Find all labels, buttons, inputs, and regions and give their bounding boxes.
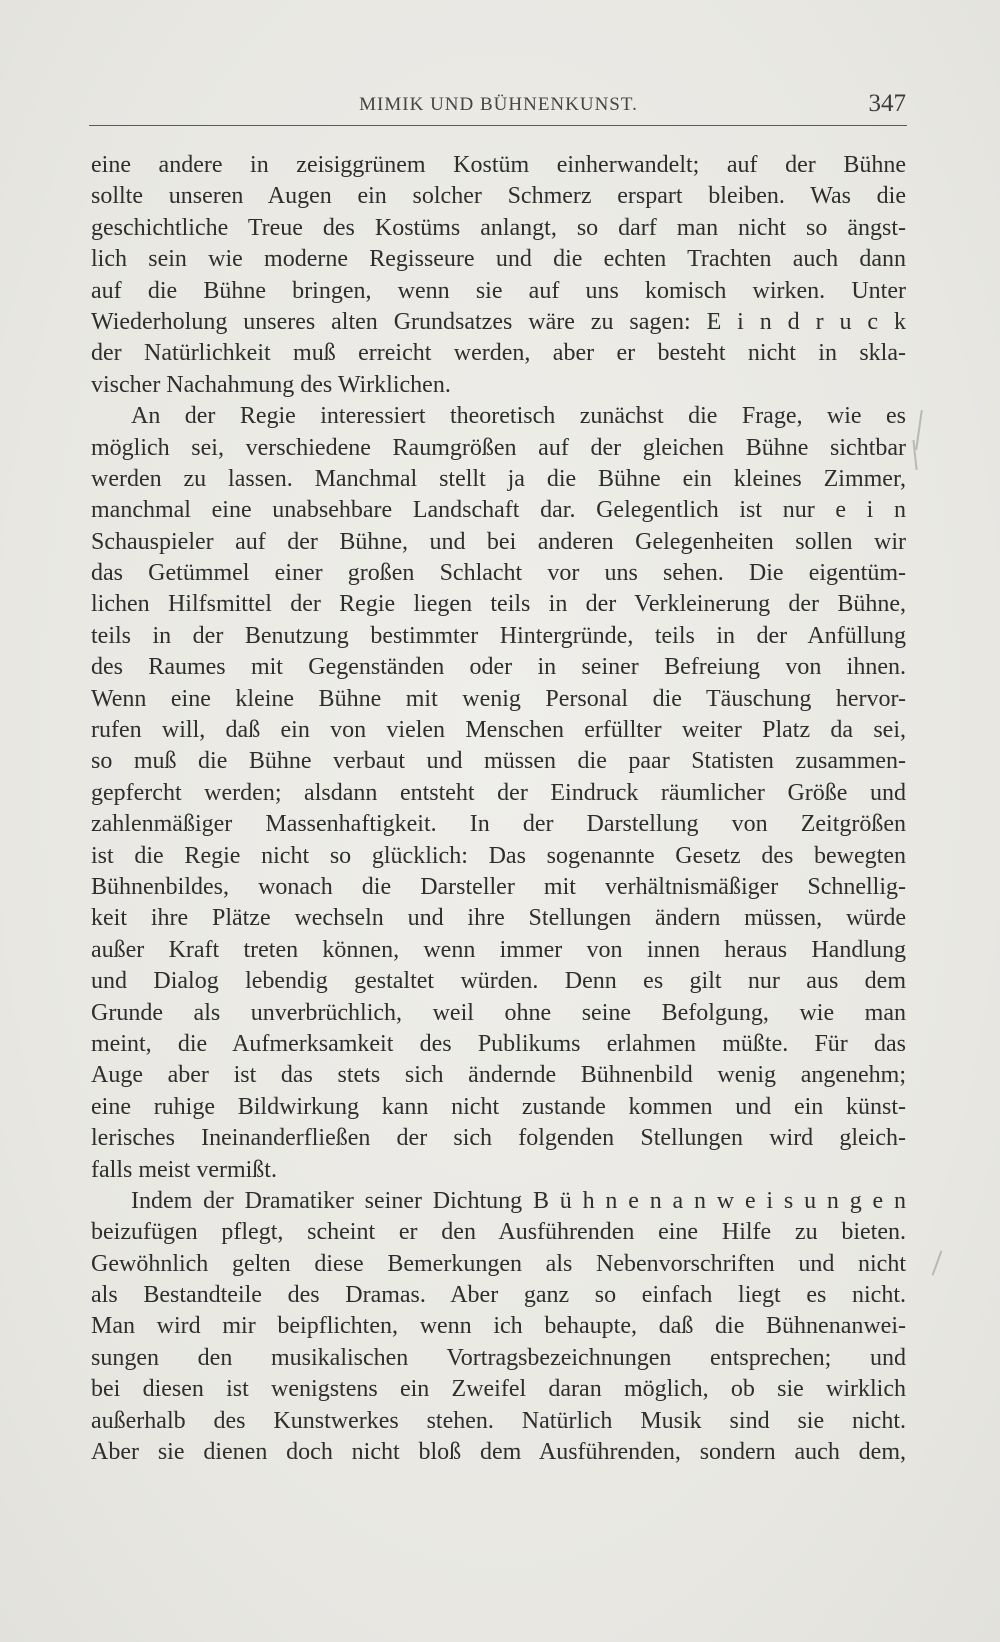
margin-pencil-mark: [932, 1250, 943, 1275]
text-line: Schauspieler auf der Bühne, und bei anderen Gelegenheiten sollen wir: [91, 528, 906, 555]
text-line: lich sein wie moderne Regisseure und die echten Trachten auch dann: [91, 246, 906, 273]
running-head: MIMIK UND BÜHNENKUNST.: [359, 94, 638, 115]
text-line: keit ihre Plätze wechseln und ihre Stellungen ändern müssen, würde: [91, 905, 906, 932]
text-line: Wenn eine kleine Bühne mit wenig Personal die Täuschung hervor-: [91, 685, 906, 712]
text-line: lerisches Ineinanderfließen der sich folgenden Stellungen wird gleich-: [91, 1125, 906, 1152]
text-line: als Bestandteile des Dramas. Aber ganz so einfach liegt es nicht.: [91, 1282, 906, 1309]
body-text: [91, 150, 906, 1468]
text-line: beizufügen pflegt, scheint er den Ausführenden eine Hilfe zu bieten.: [91, 1219, 906, 1246]
page-header: [91, 88, 906, 122]
text-line: Auge aber ist das stets sich ändernde Bühnenbild wenig angenehm;: [91, 1062, 906, 1089]
text-line: lichen Hilfsmittel der Regie liegen teils in der Verkleinerung der Bühne,: [91, 591, 906, 618]
text-line: Man wird mir beipflichten, wenn ich behaupte, daß die Bühnenanwei-: [91, 1313, 906, 1340]
text-line: und Dialog lebendig gestaltet würden. Denn es gilt nur aus dem: [91, 968, 906, 995]
text-line: geschichtliche Treue des Kostüms anlangt, so darf man nicht so ängst-: [91, 214, 906, 241]
text-line: so muß die Bühne verbaut und müssen die paar Statisten zusammen-: [91, 748, 906, 775]
text-line: Aber sie dienen doch nicht bloß dem Ausführenden, sondern auch dem,: [91, 1439, 906, 1466]
text-line: sollte unseren Augen ein solcher Schmerz erspart bleiben. Was die: [91, 183, 906, 210]
page-number: 347: [868, 90, 906, 117]
text-line: Bühnenbildes, wonach die Darsteller mit verhältnismäßiger Schnellig-: [91, 873, 906, 900]
text-line: Gewöhnlich gelten diese Bemerkungen als Nebenvorschriften und nicht: [91, 1250, 906, 1277]
text-line: gepfercht werden; alsdann entsteht der Eindruck räumlicher Größe und: [91, 779, 906, 806]
paragraph-first-line: Indem der Dramatiker seiner Dichtung B ü h n e n a n w e i s u n g e n: [131, 1187, 906, 1214]
text-line: sungen den musikalischen Vortragsbezeichnungen entsprechen; und: [91, 1344, 906, 1371]
paragraph-last-line: falls meist vermißt.: [91, 1156, 277, 1183]
text-line: manchmal eine unabsehbare Landschaft dar. Gelegentlich ist nur e i n: [91, 497, 906, 524]
text-line: das Getümmel einer großen Schlacht vor uns sehen. Die eigentüm-: [91, 560, 906, 587]
text-line: meint, die Aufmerksamkeit des Publikums erlahmen müßte. Für das: [91, 1030, 906, 1057]
text-line: Wiederholung unseres alten Grundsatzes wäre zu sagen: E i n d r u c k: [91, 308, 906, 335]
paragraph-last-line: vischer Nachahmung des Wirklichen.: [91, 371, 451, 398]
text-line: möglich sei, verschiedene Raumgrößen auf der gleichen Bühne sichtbar: [91, 434, 906, 461]
paragraph-first-line: An der Regie interessiert theoretisch zunächst die Frage, wie es: [131, 403, 906, 430]
margin-pencil-mark: [915, 410, 923, 450]
text-line: der Natürlichkeit muß erreicht werden, aber er besteht nicht in skla-: [91, 340, 906, 367]
text-line: außer Kraft treten können, wenn immer von innen heraus Handlung: [91, 936, 906, 963]
text-line: ist die Regie nicht so glücklich: Das sogenannte Gesetz des bewegten: [91, 842, 906, 869]
text-line: zahlenmäßiger Massenhaftigkeit. In der Darstellung von Zeitgrößen: [91, 811, 906, 838]
text-line: eine ruhige Bildwirkung kann nicht zustande kommen und ein künst-: [91, 1093, 906, 1120]
text-line: rufen will, daß ein von vielen Menschen erfüllter weiter Platz da sei,: [91, 717, 906, 744]
text-line: eine andere in zeisiggrünem Kostüm einherwandelt; auf der Bühne: [91, 152, 906, 178]
text-line: werden zu lassen. Manchmal stellt ja die Bühne ein kleines Zimmer,: [91, 465, 906, 492]
text-line: des Raumes mit Gegenständen oder in seiner Befreiung von ihnen.: [91, 654, 906, 681]
text-line: bei diesen ist wenigstens ein Zweifel daran möglich, ob sie wirklich: [91, 1376, 906, 1403]
header-rule: [89, 125, 907, 126]
text-line: teils in der Benutzung bestimmter Hintergründe, teils in der Anfüllung: [91, 622, 906, 649]
text-line: auf die Bühne bringen, wenn sie auf uns komisch wirken. Unter: [91, 277, 906, 304]
text-line: Grunde als unverbrüchlich, weil ohne seine Befolgung, wie man: [91, 999, 906, 1026]
text-line: außerhalb des Kunstwerkes stehen. Natürlich Musik sind sie nicht.: [91, 1407, 906, 1434]
